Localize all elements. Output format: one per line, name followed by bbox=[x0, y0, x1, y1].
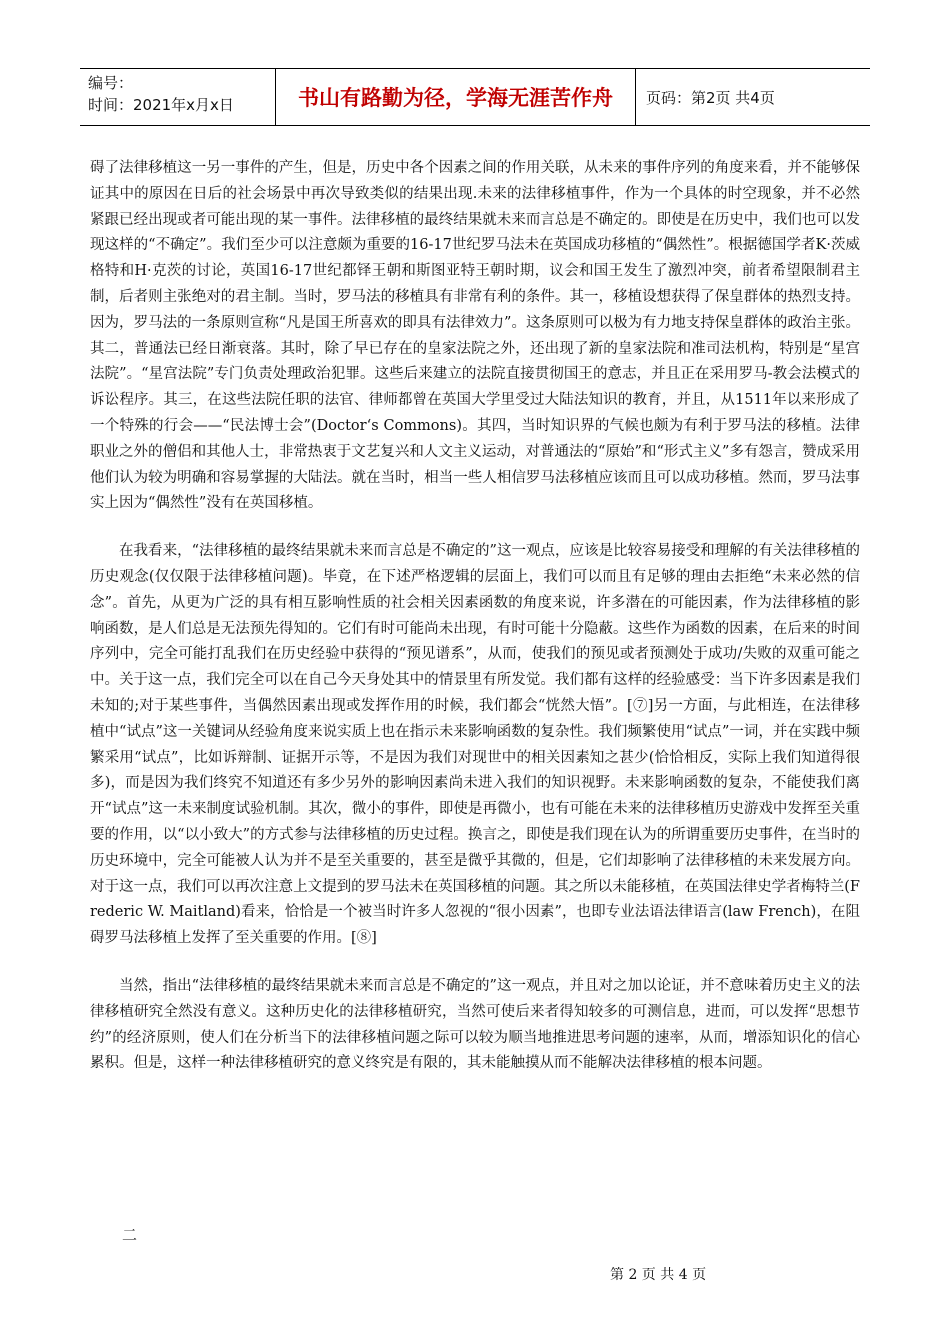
document-number-label: 编号： bbox=[88, 74, 134, 92]
header-page-label: 页码：第2页 共4页 bbox=[646, 88, 775, 107]
header-meta bbox=[80, 69, 276, 125]
paragraph-3: 当然，指出“法律移植的最终结果就未来而言总是不确定的”这一观点，并且对之加以论证，并不意味着历史主义的法律移植研究全然没有意义。这种历史化的法律移植研究，当然可使后来者得知较多的可测信息，进而，可以发挥“思想节约”的经济原则，使人们在分析当下的法律移植问题之际可以较为顺当地推进思考问题的速率，从而，增添知识化的信心累积。但是，这样一种法律移植研究的意义终究是有限的，其未能触摸从而不能解决法律移植的根本问题。 bbox=[90, 977, 860, 1072]
paragraph-2: 在我看来，“法律移植的最终结果就未来而言总是不确定的”这一观点，应该是比较容易接受和理解的有关法律移植的历史观念(仅仅限于法律移植问题)。毕竟，在下述严格逻辑的层面上，我们可以而且有足够的理由去拒绝“未来必然的信念”。首先，从更为广泛的具有相互影响性质的社会相关因素函数的角度来说，许多潜在的可能因素，作为法律移植的影响函数，是人们总是无法预先得知的。它们有时可能尚未出现，有时可能十分隐蔽。这些作为函数的因素，在后来的时间序列中，完全可能打乱我们在历史经验中获得的“预见谱系”，从而，使我们的预见或者预测处于成功/失败的双重可能之中。关于这一点，我们完全可以在自己今天身处其中的情景里有所发觉。我们都有这样的经验感受：当下许多因素是我们未知的;对于某些事件，当偶然因素出现或发挥作用的时候，我们都会“恍然大悟”。[⑦]另一方面，与此相连，在法律移植中“试点”这一关键词从经验角度来说实质上也在指示未来影响函数的复杂性。我们频繁使用“试点”一词，并在实践中频繁采用“试点”，比如诉辩制、证据开示等，不是因为我们对现世中的相关因素知之甚少(恰恰相反，实际上我们知道得很多)，而是因为我们终究不知道还有多少另外的影响因素尚未进入我们的知识视野。未来影响函数的复杂，不能使我们离开“试点”这一未来制度试验机制。其次，微小的事件，即使是再微小，也有可能在未来的法律移植历史游戏中发挥至关重要的作用，以“以小致大”的方式参与法律移植的历史过程。换言之，即使是我们现在认为的所谓重要历史事件，在当时的历史环境中，完全可能被人认为并不是至关重要的，甚至是微乎其微的，但是，它们却影响了法律移植的未来发展方向。对于这一点，我们可以再次注意上文提到的罗马法未在英国移植的问题。其之所以未能移植，在英国法律史学者梅特兰(Frederic W. Maitland)看来，恰恰是一个被当时许多人忽视的“很小因素”，也即专业法语法律语言(law French)，在阻碍罗马法移植上发挥了至关重要的作用。[⑧] bbox=[90, 543, 860, 947]
document-body bbox=[90, 156, 860, 1099]
page-header bbox=[80, 68, 870, 126]
header-motto: 书山有路勤为径，学海无涯苦作舟 bbox=[276, 69, 636, 125]
section-heading: 二 bbox=[122, 1226, 138, 1244]
page-footer: 第 2 页 共 4 页 bbox=[610, 1267, 707, 1283]
paragraph-1: 碍了法律移植这一另一事件的产生，但是，历史中各个因素之间的作用关联，从未来的事件序列的角度来看，并不能够保证其中的原因在日后的社会场景中再次导致类似的结果出现.未来的法律移植事件，作为一个具体的时空现象，并不必然紧跟已经出现或者可能出现的某一事件。法律移植的最终结果就未来而言总是不确定的。即使是在历史中，我们也可以发现这样的“不确定”。我们至少可以注意颇为重要的16-17世纪罗马法未在英国成功移植的“偶然性”。根据德国学者K·茨威格特和H·克茨的讨论，英国16-17世纪都铎王朝和斯图亚特王朝时期，议会和国王发生了激烈冲突，前者希望限制君主制，后者则主张绝对的君主制。当时，罗马法的移植具有非常有利的条件。其一，移植设想获得了保皇群体的热烈支持。因为，罗马法的一条原则宣称“凡是国王所喜欢的即具有法律效力”。这条原则可以极为有力地支持保皇群体的政治主张。其二，普通法已经日渐衰落。其时，除了早已存在的皇家法院之外，还出现了新的皇家法院和准司法机构，特别是“星宫法院”。“星宫法院”专门负责处理政治犯罪。这些后来建立的法院直接贯彻国王的意志，并且正在采用罗马-教会法模式的诉讼程序。其三，在这些法院任职的法官、律师都曾在英国大学里受过大陆法知识的教育，并且，从1511年以来形成了一个特殊的行会——“民法博士会”(Doctor‘s Commons)。其四，当时知识界的气候也颇为有利于罗马法的移植。法律职业之外的僧侣和其他人士，非常热衷于文艺复兴和人文主义运动，对普通法的“原始”和“形式主义”多有怨言，赞成采用他们认为较为明确和容易掌握的大陆法。就在当时，相当一些人相信罗马法移植应该而且可以成功移植。然而，罗马法事实上因为“偶然性”没有在英国移植。 bbox=[90, 160, 860, 512]
document-date-label: 时间：2021年x月x日 bbox=[88, 96, 234, 114]
